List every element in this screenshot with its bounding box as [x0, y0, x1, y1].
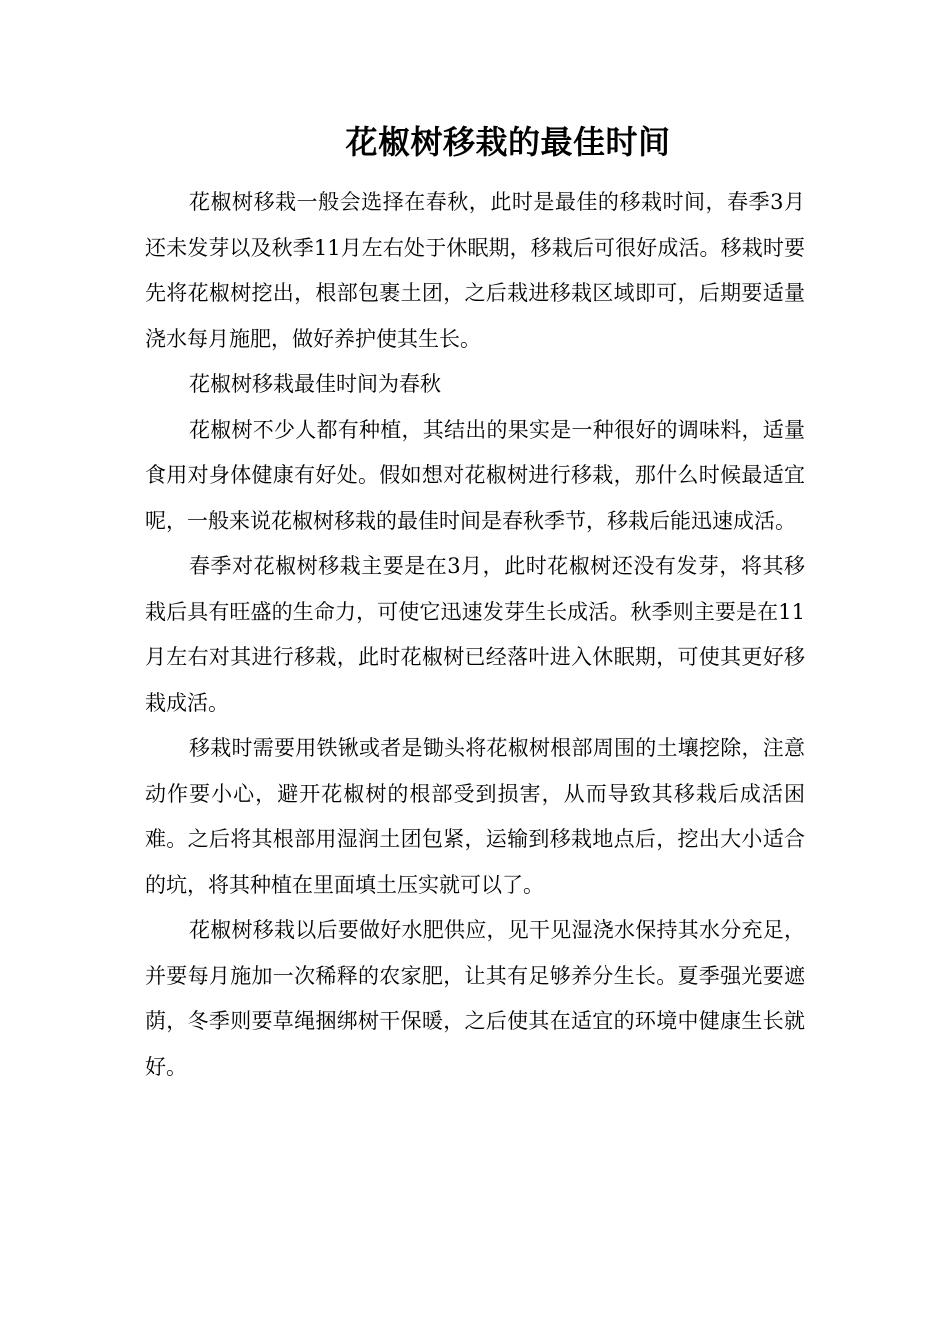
paragraph-timing: 春季对花椒树移栽主要是在3月，此时花椒树还没有发芽，将其移栽后具有旺盛的生命力，可使它迅速发芽生长成活。秋季则主要是在11月左右对其进行移栽，此时花椒树已经落叶进入休眠期，可使其更好移栽成活。 [145, 554, 805, 715]
document-body [145, 180, 805, 1090]
paragraph-intro: 花椒树移栽一般会选择在春秋，此时是最佳的移栽时间，春季3月还未发芽以及秋季11月左右处于休眠期，移栽后可很好成活。移栽时要先将花椒树挖出，根部包裹土团，之后栽进移栽区域即可，后期要适量浇水每月施肥，做好养护使其生长。 [145, 190, 805, 351]
paragraph-subheading: 花椒树移栽最佳时间为春秋 [189, 372, 441, 396]
paragraph-overview: 花椒树不少人都有种植，其结出的果实是一种很好的调味料，适量食用对身体健康有好处。假如想对花椒树进行移栽，那什么时候最适宜呢，一般来说花椒树移栽的最佳时间是春秋季节，移栽后能迅速成活。 [145, 417, 805, 533]
paragraph-method: 移栽时需要用铁锹或者是锄头将花椒树根部周围的土壤挖除，注意动作要小心，避开花椒树的根部受到损害，从而导致其移栽后成活困难。之后将其根部用湿润土团包紧，运输到移栽地点后，挖出大小适合的坑，将其种植在里面填土压实就可以了。 [145, 736, 805, 897]
paragraph-care: 花椒树移栽以后要做好水肥供应，见干见湿浇水保持其水分充足，并要每月施加一次稀释的农家肥，让其有足够养分生长。夏季强光要遮荫，冬季则要草绳捆绑树干保暖，之后使其在适宜的环境中健康生长就好。 [145, 918, 805, 1079]
document-title: 花椒树移栽的最佳时间 [345, 123, 671, 161]
